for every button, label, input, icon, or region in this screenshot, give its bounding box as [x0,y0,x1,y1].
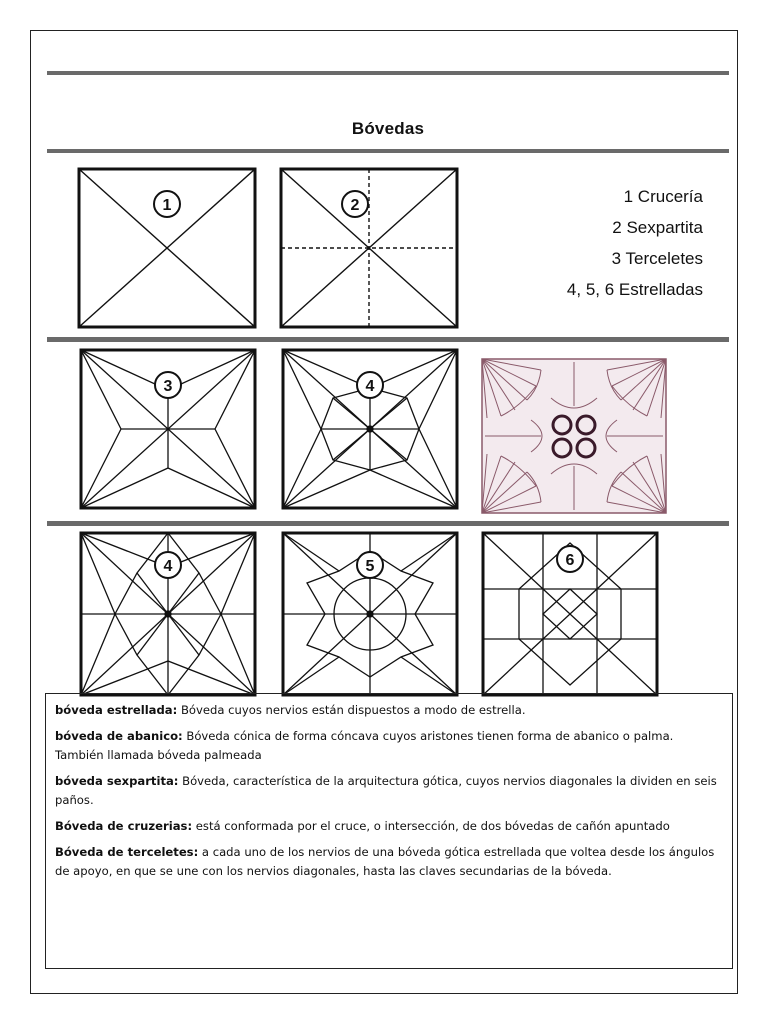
top-rule [47,71,729,75]
row-divider [47,337,729,342]
vault-terceletes [79,348,257,510]
figure-title: Bóvedas [351,119,425,138]
vault-estrellada-rombos [481,531,659,697]
vault-estrellada-simple [281,348,459,510]
definition-term: bóveda sexpartita: [55,774,179,788]
definition-text: Bóveda cuyos nervios están dispuestos a modo de estrella. [177,703,526,717]
definition-term: bóveda estrellada: [55,703,178,717]
definition-text: Bóveda cónica de forma cóncava cuyos aristones tienen forma de abanico o palma. También llamada bóveda palmeada [55,729,674,762]
definition-term: Bóveda de terceletes: [55,845,199,859]
definition-sexpartita [55,772,723,810]
vault-number: 1 [162,197,172,214]
definition-text: está conformada por el cruce, o intersección, de dos bóvedas de cañón apuntado [192,819,670,833]
vault-number: 4 [365,378,375,395]
vault-number: 6 [565,552,575,569]
definition-terceletes [55,843,723,881]
row-divider [47,521,729,526]
vaults-figure [47,69,729,709]
definition-estrellada [55,701,723,720]
legend-item: 2 Sexpartita [612,218,703,237]
document-page [30,30,738,994]
definition-term: bóveda de abanico: [55,729,183,743]
vault-estrellada-8 [79,531,257,697]
definition-text: a cada uno de los nervios de una bóveda gótica estrellada que voltea desde los ángulos de apoyo, en que se une con los nervios diagonales, hasta las claves secundarias de la bóveda. [55,845,715,878]
vault-number: 5 [365,558,375,575]
vault-sexpartita [279,167,459,329]
definition-term: Bóveda de cruzerias: [55,819,193,833]
vault-cruceria [77,167,257,329]
vault-number: 3 [163,378,173,395]
definition-text: Bóveda, característica de la arquitectura gótica, cuyos nervios diagonales la dividen en seis paños. [55,774,717,807]
definitions-box [45,693,733,969]
vault-number: 4 [163,558,173,575]
vault-legend [567,181,703,305]
legend-item: 3 Terceletes [611,249,703,268]
legend-item: 1 Crucería [623,187,703,206]
vault-number: 2 [350,197,360,214]
vault-estrellada-circulo [281,531,459,697]
vault-abanico-photo [481,358,667,514]
legend-item: 4, 5, 6 Estrelladas [566,280,703,299]
title-rule [47,149,729,153]
definition-abanico [55,727,723,765]
definition-cruzerias [55,817,723,836]
